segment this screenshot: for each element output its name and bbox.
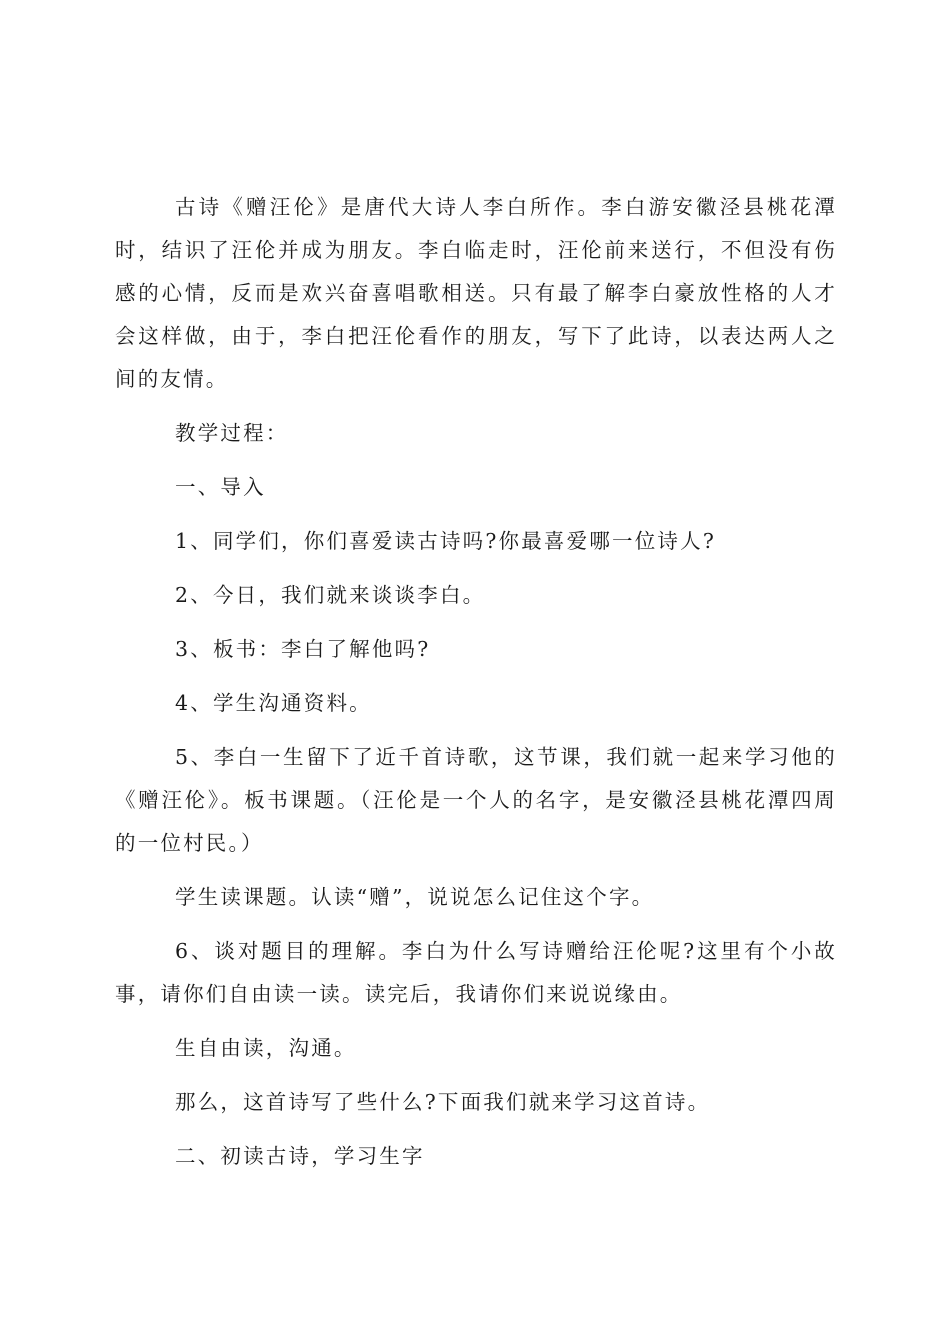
document-body xyxy=(115,186,837,1189)
transition-paragraph: 那么，这首诗写了些什么?下面我们就来学习这首诗。 xyxy=(175,1090,711,1114)
step-2-paragraph: 2、今日，我们就来谈谈李白。 xyxy=(175,583,486,607)
step-6-paragraph: 6、谈对题目的理解。李白为什么写诗赠给汪伦呢?这里有个小故事，请你们自由读一读。读完后，我请你们来说说缘由。 xyxy=(115,939,837,1006)
step-4-paragraph: 4、学生沟通资料。 xyxy=(175,691,372,715)
teaching-process-heading: 教学过程： xyxy=(175,421,289,445)
step-3-paragraph: 3、板书：李白了解他吗? xyxy=(175,637,431,661)
step-5-paragraph: 5、李白一生留下了近千首诗歌，这节课，我们就一起来学习他的《赠汪伦》。板书课题。（汪伦是一个人的名字，是安徽泾县桃花潭四周的一位村民。） xyxy=(115,745,837,855)
section-heading-first-reading: 二、初读古诗，学习生字 xyxy=(175,1144,425,1168)
free-reading-paragraph: 生自由读，沟通。 xyxy=(175,1036,357,1060)
step-1-paragraph: 1、同学们，你们喜爱读古诗吗?你最喜爱哪一位诗人? xyxy=(175,529,717,553)
section-heading-introduction: 一、导入 xyxy=(175,475,266,499)
intro-paragraph: 古诗《赠汪伦》是唐代大诗人李白所作。李白游安徽泾县桃花潭时，结识了汪伦并成为朋友。李白临走时，汪伦前来送行，不但没有伤感的心情，反而是欢兴奋喜唱歌相送。只有最了解李白豪放性格的人才会这样做，由于，李白把汪伦看作的朋友，写下了此诗，以表达两人之间的友情。 xyxy=(115,195,837,391)
read-title-paragraph: 学生读课题。认读“赠”，说说怎么记住这个字。 xyxy=(175,885,655,909)
